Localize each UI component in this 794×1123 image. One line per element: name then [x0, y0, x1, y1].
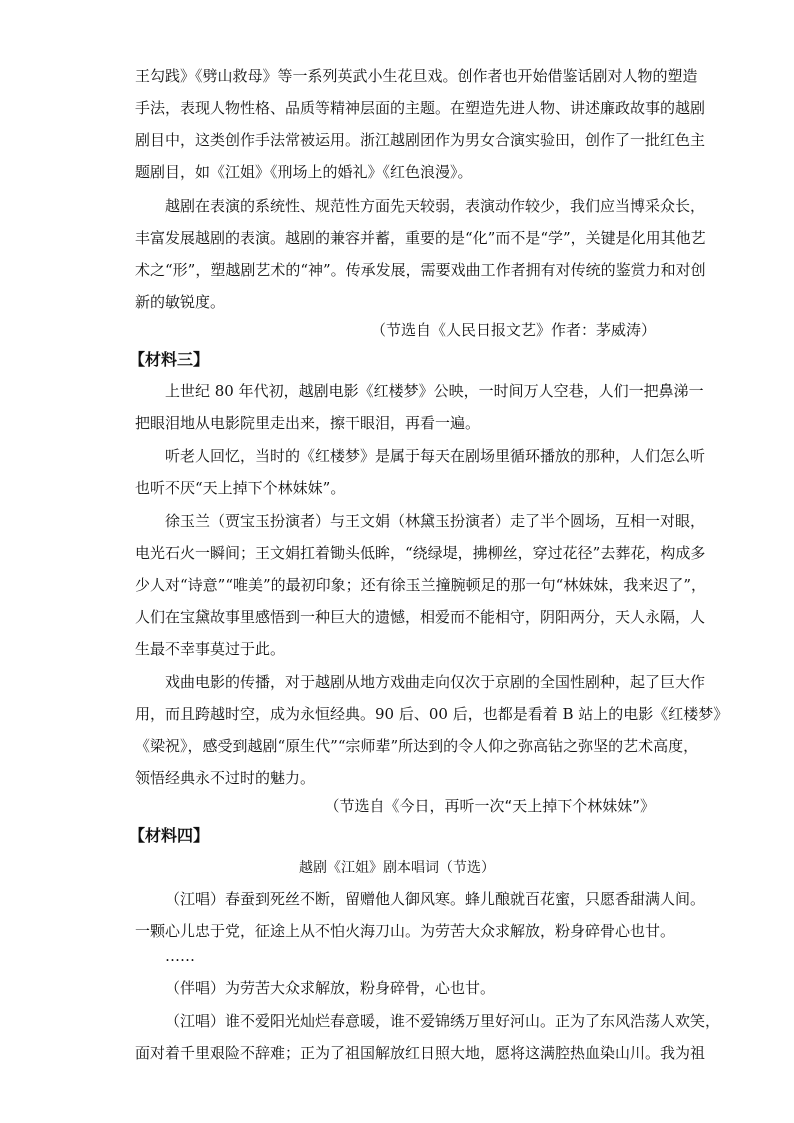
paragraph-4-line-1: 听老人回忆，当时的《红楼梦》是属于每天在剧场里循环播放的那种，人们怎么听 [165, 447, 706, 465]
paragraph-8-line-1: （伴唱）为劳苦大众求解放，粉身碎骨，心也甘。 [165, 979, 496, 997]
paragraph-9-line-2: 面对着千里艰险不辞难；正为了祖国解放红日照大地，愿将这满腔热血染山川。我为祖 [135, 1044, 706, 1062]
paragraph-9-line-1: （江唱）谁不爱阳光灿烂春意暖，谁不爱锦绣万里好河山。正为了东风浩荡人欢笑， [165, 1012, 721, 1030]
paragraph-3-line-2: 把眼泪地从电影院里走出来，擦干眼泪，再看一遍。 [135, 414, 481, 432]
paragraph-3-line-1: 上世纪 80 年代初，越剧电影《红楼梦》公映，一时间万人空巷，人们一把鼻涕一 [165, 382, 704, 400]
paragraph-6-line-2: 用，而且跨越时空，成为永恒经典。90 后、00 后，也都是看着 B 站上的电影《红楼梦》 [135, 705, 729, 723]
source-citation-1: （节选自《人民日报文艺》作者：茅威涛） [370, 321, 656, 339]
paragraph-7-line-1: （江唱）春蚕到死丝不断，留赠他人御风寒。蜂儿酿就百花蜜，只愿香甜满人间。 [165, 890, 706, 908]
heading-material-4: 【材料四】 [129, 826, 210, 845]
paragraph-1-line-1: 王勾践》《劈山救母》等一系列英武小生花旦戏。创作者也开始借鉴话剧对人物的塑造 [135, 67, 698, 85]
paragraph-2-line-2: 丰富发展越剧的表演。越剧的兼容并蓄，重要的是“化”而不是“学”，关键是化用其他艺 [135, 229, 706, 247]
paragraph-6-line-4: 领悟经典永不过时的魅力。 [135, 769, 316, 787]
paragraph-2-line-4: 新的敏锐度。 [135, 293, 226, 311]
paragraph-2-line-1: 越剧在表演的系统性、规范性方面先天较弱，表演动作较少，我们应当博采众长， [165, 197, 706, 215]
paragraph-5-line-2: 电光石火一瞬间；王文娟扛着锄头低眸，“绕绿堤，拂柳丝，穿过花径”去葬花，构成多 [135, 544, 706, 562]
paragraph-4-line-2: 也听不厌“天上掉下个林妹妹”。 [135, 479, 346, 497]
paragraph-1-line-3: 剧目中，这类创作手法常被运用。浙江越剧团作为男女合演实验田，创作了一批红色主 [135, 131, 706, 149]
paragraph-1-line-2: 手法，表现人物性格、品质等精神层面的主题。在塑造先进人物、讲述廉政故事的越剧 [135, 99, 706, 117]
paragraph-5-line-5: 生最不幸事莫过于此。 [135, 640, 286, 658]
paragraph-1-line-4: 题剧目，如《江姐》《刑场上的婚礼》《红色浪漫》。 [135, 163, 473, 181]
source-citation-2: （节选自《今日，再听一次“天上掉下个林妹妹”》 [324, 797, 655, 815]
script-lyrics-subtitle: 越剧《江姐》剧本唱词（节选） [299, 860, 495, 876]
paragraph-6-line-1: 戏曲电影的传播，对于越剧从地方戏曲走向仅次于京剧的全国性剧种，起了巨大作 [165, 673, 706, 691]
paragraph-2-line-3: 术之“形”，塑越剧艺术的“神”。传承发展，需要戏曲工作者拥有对传统的鉴赏力和对创 [135, 261, 706, 279]
paragraph-5-line-3: 少人对“诗意”“唯美”的最初印象；还有徐玉兰撞腕顿足的那一句“林妹妹，我来迟了”， [135, 576, 707, 594]
paragraph-6-line-3: 《梁祝》，感受到越剧“原生代”“宗师辈”所达到的令人仰之弥高钻之弥坚的艺术高度， [135, 737, 699, 755]
omission-ellipsis: …… [165, 947, 195, 965]
paragraph-5-line-1: 徐玉兰（贾宝玉扮演者）与王文娟（林黛玉扮演者）走了半个圆场，互相一对眼， [165, 512, 706, 530]
paragraph-5-line-4: 人们在宝黛故事里感悟到一种巨大的遗憾，相爱而不能相守，阴阳两分，天人永隔，人 [135, 608, 706, 626]
heading-material-3: 【材料三】 [129, 350, 210, 369]
paragraph-7-line-2: 一颗心儿忠于党，征途上从不怕火海刀山。为劳苦大众求解放，粉身碎骨心也甘。 [135, 922, 676, 940]
